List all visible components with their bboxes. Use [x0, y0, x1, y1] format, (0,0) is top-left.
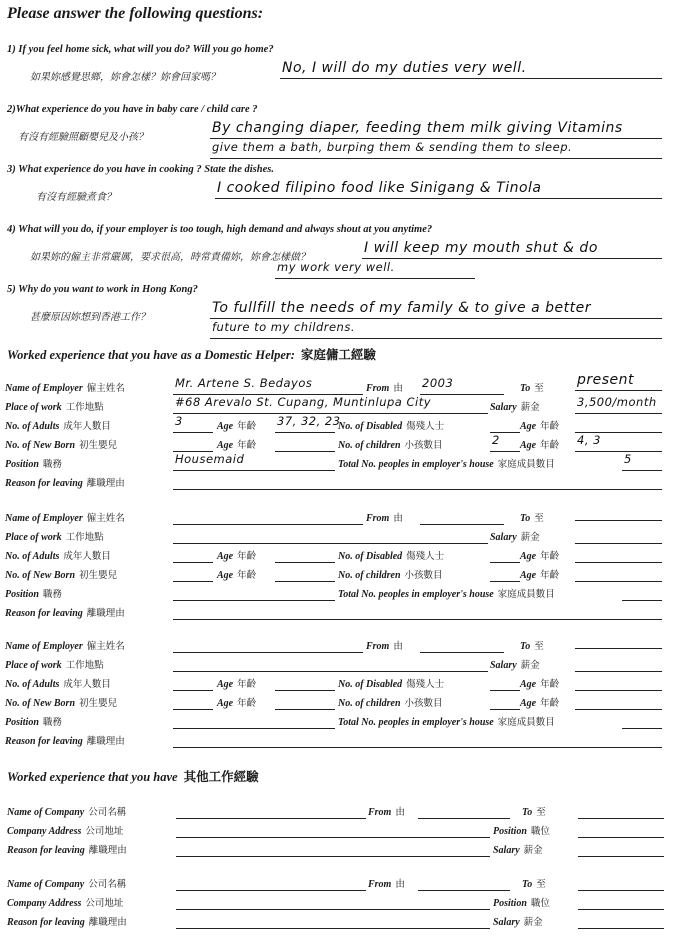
other2-company-label-en: Name of Company	[7, 879, 85, 890]
dh1-salary-label-en: Salary	[490, 402, 517, 413]
dh1-total-label-en: Total No. peoples in employer's house	[338, 459, 494, 470]
dh1-reason-label-zh: 離職理由	[86, 479, 125, 489]
dh3-newborn-age-label-en: Age	[217, 698, 234, 709]
answer-2-line2-line	[210, 158, 662, 159]
dh1-adults-age-label	[217, 418, 256, 432]
answer-2-line1-line	[210, 138, 662, 139]
other1-company-line	[176, 818, 366, 819]
dh2-total-label-en: Total No. peoples in employer's house	[338, 589, 494, 600]
dh2-reason-label	[5, 605, 125, 619]
dh1-place-label-zh: 工作地點	[65, 403, 104, 413]
dh1-children-field[interactable]: 2	[492, 433, 500, 447]
dh2-from-label-zh: 由	[393, 514, 403, 524]
dh3-adults-age-label-zh: 年齡	[237, 680, 257, 690]
other2-company-label-zh: 公司名稱	[88, 880, 127, 890]
dh3-salary-field-line	[575, 671, 662, 672]
dh3-newborn-label-zh: 初生嬰兒	[79, 699, 118, 709]
dh2-to-label	[520, 510, 544, 524]
dh3-disabled-label-zh: 傷殘人士	[406, 680, 445, 690]
dh3-adults-age-label-en: Age	[217, 679, 234, 690]
dh2-reason-field-line	[173, 619, 662, 620]
dh2-employer-label-en: Name of Employer	[5, 513, 83, 524]
dh3-children-label-en: No. of children	[338, 698, 401, 709]
dh3-disabled-age-label-zh: 年齡	[540, 680, 560, 690]
dh3-employer-field-line	[173, 652, 363, 653]
dh1-newborn-age-label	[217, 437, 256, 451]
answer-4-line2[interactable]: my work very well.	[277, 260, 395, 274]
dh3-salary-label-zh: 薪金	[520, 661, 540, 671]
other2-position-label-en: Position	[493, 898, 527, 909]
other1-reason-label-en: Reason for leaving	[7, 845, 85, 856]
dh1-total-field[interactable]: 5	[624, 452, 632, 466]
dh2-total-label	[338, 586, 555, 600]
other1-salary-label-zh: 薪金	[523, 846, 543, 856]
dh1-from-label	[366, 380, 403, 394]
dh3-to-label	[520, 638, 544, 652]
other-section-title-zh: 其他工作經驗	[183, 770, 259, 784]
dh1-employer-label-en: Name of Employer	[5, 383, 83, 394]
dh2-newborn-label-zh: 初生嬰兒	[79, 571, 118, 581]
dh2-total-label-zh: 家庭成員數目	[497, 590, 555, 600]
dh1-disabled-age-label-zh: 年齡	[540, 422, 560, 432]
other2-address-label-zh: 公司地址	[85, 899, 124, 909]
dh2-reason-label-en: Reason for leaving	[5, 608, 83, 619]
other2-reason-line	[176, 928, 490, 929]
answer-2-line2[interactable]: give them a bath, burping them & sending them to sleep.	[212, 140, 573, 154]
other1-address-label-en: Company Address	[7, 826, 82, 837]
dh2-employer-label	[5, 510, 125, 524]
other1-position-label-zh: 職位	[530, 827, 550, 837]
dh3-reason-field-line	[173, 747, 662, 748]
other2-salary-line	[578, 928, 664, 929]
dh-section-title-zh: 家庭傭工經驗	[300, 348, 376, 362]
dh1-to-label-zh: 至	[534, 384, 544, 394]
dh1-disabled-age-label-en: Age	[520, 421, 537, 432]
dh2-from-field-line	[420, 524, 504, 525]
dh2-adults-label-zh: 成年人數目	[63, 552, 111, 562]
dh3-reason-label	[5, 733, 125, 747]
dh1-to-label-en: To	[520, 383, 531, 394]
dh2-disabled-age-field-line	[575, 562, 662, 563]
dh2-disabled-age-label-en: Age	[520, 551, 537, 562]
dh1-adults-age-field[interactable]: 37, 32, 23	[277, 414, 341, 428]
question-4: 4) What will you do, if your employer is too tough, high demand and always shout at you anytime?	[7, 224, 433, 235]
dh1-salary-field[interactable]: 3,500/month	[577, 395, 657, 409]
dh1-children-age-label-zh: 年齡	[540, 441, 560, 451]
dh2-disabled-label-zh: 傷殘人士	[406, 552, 445, 562]
dh2-to-field-line	[575, 520, 662, 521]
dh2-place-label-en: Place of work	[5, 532, 62, 543]
dh1-position-label	[5, 456, 62, 470]
question-3-zh: 有沒有經驗煮食？	[36, 192, 116, 203]
dh1-disabled-label-en: No. of Disabled	[338, 421, 403, 432]
dh1-position-label-zh: 職務	[42, 460, 62, 470]
dh2-newborn-age-label	[217, 567, 256, 581]
dh2-adults-age-label-en: Age	[217, 551, 234, 562]
dh2-children-label	[338, 567, 443, 581]
other1-salary-label	[493, 842, 543, 856]
other2-address-line	[176, 909, 490, 910]
dh1-disabled-label	[338, 418, 444, 432]
dh1-adults-label-zh: 成年人數目	[63, 422, 111, 432]
answer-5-line2[interactable]: future to my childrens.	[212, 320, 355, 334]
dh3-disabled-field-line	[490, 690, 520, 691]
other1-from-line	[418, 818, 510, 819]
dh1-children-field-line	[490, 451, 520, 452]
other2-company-label	[7, 876, 126, 890]
dh3-children-age-label-en: Age	[520, 698, 537, 709]
dh1-to-label	[520, 380, 544, 394]
dh1-place-label-en: Place of work	[5, 402, 62, 413]
dh2-newborn-field-line	[173, 581, 213, 582]
dh3-position-label-en: Position	[5, 717, 39, 728]
other2-to-label-zh: 至	[536, 880, 546, 890]
dh1-disabled-age-label	[520, 418, 559, 432]
dh2-children-label-en: No. of children	[338, 570, 401, 581]
other2-to-label-en: To	[522, 879, 533, 890]
dh2-newborn-label	[5, 567, 117, 581]
dh-section-title	[7, 345, 376, 363]
other1-to-label-zh: 至	[536, 808, 546, 818]
other2-to-line	[578, 890, 664, 891]
dh3-disabled-label	[338, 676, 444, 690]
dh1-adults-field[interactable]: 3	[175, 414, 183, 428]
dh1-reason-field-line	[173, 489, 662, 490]
dh2-adults-age-label-zh: 年齡	[237, 552, 257, 562]
dh3-reason-label-zh: 離職理由	[86, 737, 125, 747]
dh1-newborn-age-field-line	[275, 451, 335, 452]
dh1-place-field[interactable]: #68 Arevalo St. Cupang, Muntinlupa City	[175, 395, 432, 409]
dh1-to-field-line	[575, 390, 662, 391]
dh3-adults-age-label	[217, 676, 256, 690]
dh2-place-label	[5, 529, 104, 543]
other1-from-label-zh: 由	[395, 808, 405, 818]
answer-4-line1[interactable]: I will keep my mouth shut & do	[364, 240, 598, 256]
other2-company-line	[176, 890, 366, 891]
other1-address-line	[176, 837, 490, 838]
answer-1-line1[interactable]: No, I will do my duties very well.	[282, 60, 527, 76]
dh3-from-field-line	[420, 652, 504, 653]
dh2-salary-label	[490, 529, 540, 543]
dh2-from-label-en: From	[366, 513, 390, 524]
dh3-adults-age-field-line	[275, 690, 335, 691]
dh2-children-label-zh: 小孩數目	[404, 571, 443, 581]
answer-5-line1[interactable]: To fullfill the needs of my family & to give a better	[212, 300, 591, 316]
dh2-adults-label	[5, 548, 111, 562]
other2-salary-label-en: Salary	[493, 917, 520, 928]
dh3-newborn-age-label-zh: 年齡	[237, 699, 257, 709]
dh3-disabled-label-en: No. of Disabled	[338, 679, 403, 690]
dh2-disabled-label	[338, 548, 444, 562]
dh1-to-field[interactable]: present	[577, 372, 635, 388]
dh2-newborn-age-label-en: Age	[217, 570, 234, 581]
dh3-total-field-line	[622, 728, 662, 729]
dh3-newborn-label-en: No. of New Born	[5, 698, 76, 709]
dh2-newborn-label-en: No. of New Born	[5, 570, 76, 581]
dh3-children-age-label-zh: 年齡	[540, 699, 560, 709]
answer-3-line1-line	[215, 198, 662, 199]
dh3-employer-label-en: Name of Employer	[5, 641, 83, 652]
dh1-adults-label	[5, 418, 111, 432]
dh3-newborn-age-field-line	[275, 709, 335, 710]
dh1-from-label-zh: 由	[393, 384, 403, 394]
dh3-total-label-en: Total No. peoples in employer's house	[338, 717, 494, 728]
dh2-place-field-line	[173, 543, 488, 544]
question-5-zh: 甚麼原因妳想到香港工作？	[30, 312, 150, 323]
dh2-disabled-age-label-zh: 年齡	[540, 552, 560, 562]
dh1-salary-field-line	[575, 413, 662, 414]
dh1-newborn-age-label-en: Age	[217, 440, 234, 451]
dh3-children-label-zh: 小孩數目	[404, 699, 443, 709]
dh1-total-field-line	[622, 470, 662, 471]
answer-4-line2-line	[275, 278, 475, 279]
dh1-employer-field[interactable]: Mr. Artene S. Bedayos	[175, 376, 313, 390]
dh3-place-label-en: Place of work	[5, 660, 62, 671]
dh1-adults-age-label-en: Age	[217, 421, 234, 432]
question-2: 2)What experience do you have in baby care / child care ?	[7, 104, 258, 115]
dh2-place-label-zh: 工作地點	[65, 533, 104, 543]
other1-to-label-en: To	[522, 807, 533, 818]
dh1-children-label-en: No. of children	[338, 440, 401, 451]
dh3-position-field-line	[173, 728, 335, 729]
other1-reason-label	[7, 842, 127, 856]
dh1-total-label-zh: 家庭成員數目	[497, 460, 555, 470]
dh1-newborn-age-label-zh: 年齡	[237, 441, 257, 451]
other2-position-label-zh: 職位	[530, 899, 550, 909]
dh3-reason-label-en: Reason for leaving	[5, 736, 83, 747]
answer-4-line1-line	[362, 258, 662, 259]
dh3-children-age-field-line	[575, 709, 662, 710]
dh2-reason-label-zh: 離職理由	[86, 609, 125, 619]
question-1: 1) If you feel home sick, what will you do? Will you go home?	[7, 44, 274, 55]
other2-from-label-en: From	[368, 879, 392, 890]
other2-reason-label-zh: 離職理由	[88, 918, 127, 928]
dh2-from-label	[366, 510, 403, 524]
dh2-to-label-zh: 至	[534, 514, 544, 524]
other2-reason-label-en: Reason for leaving	[7, 917, 85, 928]
dh3-total-label	[338, 714, 555, 728]
dh3-adults-label-zh: 成年人數目	[63, 680, 111, 690]
other-section-title-en: Worked experience that you have	[7, 770, 178, 784]
dh1-total-label	[338, 456, 555, 470]
page-title: Please answer the following questions:	[7, 5, 264, 22]
other1-reason-label-zh: 離職理由	[88, 846, 127, 856]
dh2-position-field-line	[173, 600, 335, 601]
dh3-from-label-zh: 由	[393, 642, 403, 652]
other1-company-label	[7, 804, 126, 818]
dh3-employer-label-zh: 僱主姓名	[86, 642, 125, 652]
question-3: 3) What experience do you have in cooking ? State the dishes.	[7, 164, 274, 175]
dh2-disabled-label-en: No. of Disabled	[338, 551, 403, 562]
other2-position-line	[578, 909, 664, 910]
dh1-newborn-label-en: No. of New Born	[5, 440, 76, 451]
dh2-salary-field-line	[575, 543, 662, 544]
dh1-children-age-label	[520, 437, 559, 451]
dh3-disabled-age-field-line	[575, 690, 662, 691]
other-section-title	[7, 767, 259, 785]
dh1-employer-label-zh: 僱主姓名	[86, 384, 125, 394]
dh1-children-age-field[interactable]: 4, 3	[577, 433, 601, 447]
other1-reason-line	[176, 856, 490, 857]
dh1-newborn-label-zh: 初生嬰兒	[79, 441, 118, 451]
dh2-children-age-label-zh: 年齡	[540, 571, 560, 581]
dh3-newborn-label	[5, 695, 117, 709]
answer-2-line1[interactable]: By changing diaper, feeding them milk giving Vitamins	[212, 120, 623, 136]
dh1-reason-label-en: Reason for leaving	[5, 478, 83, 489]
other2-reason-label	[7, 914, 127, 928]
other2-from-label	[368, 876, 405, 890]
dh1-from-label-en: From	[366, 383, 390, 394]
dh3-to-label-en: To	[520, 641, 531, 652]
dh1-from-field[interactable]: 2003	[422, 376, 454, 390]
dh3-disabled-age-label-en: Age	[520, 679, 537, 690]
dh3-adults-label	[5, 676, 111, 690]
other1-salary-line	[578, 856, 664, 857]
dh2-position-label-en: Position	[5, 589, 39, 600]
dh3-adults-field-line	[173, 690, 213, 691]
dh2-salary-label-zh: 薪金	[520, 533, 540, 543]
dh2-adults-age-field-line	[275, 562, 335, 563]
other2-from-line	[418, 890, 510, 891]
dh1-salary-label-zh: 薪金	[520, 403, 540, 413]
dh1-employer-label	[5, 380, 125, 394]
dh3-newborn-age-label	[217, 695, 256, 709]
dh-section-title-en: Worked experience that you have as a Domestic Helper:	[7, 348, 295, 362]
dh1-disabled-label-zh: 傷殘人士	[406, 422, 445, 432]
other2-salary-label	[493, 914, 543, 928]
other1-salary-label-en: Salary	[493, 845, 520, 856]
dh2-newborn-age-field-line	[275, 581, 335, 582]
dh2-children-age-label	[520, 567, 559, 581]
dh3-salary-label	[490, 657, 540, 671]
dh1-adults-field-line	[173, 432, 213, 433]
dh3-employer-label	[5, 638, 125, 652]
other2-salary-label-zh: 薪金	[523, 918, 543, 928]
dh2-children-age-label-en: Age	[520, 570, 537, 581]
dh1-adults-label-en: No. of Adults	[5, 421, 60, 432]
answer-1-line1-line	[280, 78, 662, 79]
dh2-position-label	[5, 586, 62, 600]
dh2-adults-label-en: No. of Adults	[5, 551, 60, 562]
dh1-reason-label	[5, 475, 125, 489]
answer-3-line1[interactable]: I cooked filipino food like Sinigang & Tinola	[217, 180, 542, 196]
dh2-position-label-zh: 職務	[42, 590, 62, 600]
other2-to-label	[522, 876, 546, 890]
dh3-adults-label-en: No. of Adults	[5, 679, 60, 690]
other1-to-line	[578, 818, 664, 819]
other2-from-label-zh: 由	[395, 880, 405, 890]
dh2-salary-label-en: Salary	[490, 532, 517, 543]
dh2-disabled-age-label	[520, 548, 559, 562]
dh1-children-label	[338, 437, 443, 451]
dh2-adults-field-line	[173, 562, 213, 563]
dh1-position-field-line	[173, 470, 335, 471]
dh3-position-label	[5, 714, 62, 728]
other1-to-label	[522, 804, 546, 818]
dh1-from-field-line	[420, 394, 504, 395]
dh2-disabled-field-line	[490, 562, 520, 563]
dh3-place-label	[5, 657, 104, 671]
dh2-children-field-line	[490, 581, 520, 582]
other2-address-label-en: Company Address	[7, 898, 82, 909]
dh2-adults-age-label	[217, 548, 256, 562]
dh1-position-field[interactable]: Housemaid	[175, 452, 245, 466]
dh2-employer-field-line	[173, 524, 363, 525]
dh1-salary-label	[490, 399, 540, 413]
dh3-total-label-zh: 家庭成員數目	[497, 718, 555, 728]
other2-position-label	[493, 895, 550, 909]
dh3-to-field-line	[575, 648, 662, 649]
dh1-children-age-field-line	[575, 451, 662, 452]
other1-company-label-en: Name of Company	[7, 807, 85, 818]
dh1-children-age-label-en: Age	[520, 440, 537, 451]
dh3-to-label-zh: 至	[534, 642, 544, 652]
other1-company-label-zh: 公司名稱	[88, 808, 127, 818]
other1-position-label	[493, 823, 550, 837]
other1-address-label-zh: 公司地址	[85, 827, 124, 837]
dh3-place-label-zh: 工作地點	[65, 661, 104, 671]
dh3-salary-label-en: Salary	[490, 660, 517, 671]
question-2-zh: 有沒有經驗照顧嬰兒及小孩？	[18, 132, 148, 143]
question-5: 5) Why do you want to work in Hong Kong?	[7, 284, 198, 295]
dh2-total-field-line	[622, 600, 662, 601]
dh3-newborn-field-line	[173, 709, 213, 710]
dh3-children-field-line	[490, 709, 520, 710]
dh3-children-label	[338, 695, 443, 709]
dh3-children-age-label	[520, 695, 559, 709]
other1-position-line	[578, 837, 664, 838]
dh1-position-label-en: Position	[5, 459, 39, 470]
dh3-from-label-en: From	[366, 641, 390, 652]
dh1-children-label-zh: 小孩數目	[404, 441, 443, 451]
dh1-newborn-label	[5, 437, 117, 451]
other1-from-label-en: From	[368, 807, 392, 818]
dh3-position-label-zh: 職務	[42, 718, 62, 728]
dh2-children-age-field-line	[575, 581, 662, 582]
question-1-zh: 如果妳感覺思鄉，妳會怎樣？妳會回家嗎？	[30, 72, 220, 83]
question-4-zh: 如果妳的僱主非常嚴厲，要求很高，時常責備妳，妳會怎樣做？	[30, 252, 310, 263]
dh1-place-label	[5, 399, 104, 413]
other2-address-label	[7, 895, 123, 909]
answer-5-line2-line	[210, 338, 662, 339]
dh2-to-label-en: To	[520, 513, 531, 524]
dh3-from-label	[366, 638, 403, 652]
other1-from-label	[368, 804, 405, 818]
dh1-adults-age-field-line	[275, 432, 335, 433]
dh1-adults-age-label-zh: 年齡	[237, 422, 257, 432]
dh2-employer-label-zh: 僱主姓名	[86, 514, 125, 524]
other1-position-label-en: Position	[493, 826, 527, 837]
dh2-newborn-age-label-zh: 年齡	[237, 571, 257, 581]
answer-5-line1-line	[210, 318, 662, 319]
other1-address-label	[7, 823, 123, 837]
dh3-place-field-line	[173, 671, 488, 672]
dh3-disabled-age-label	[520, 676, 559, 690]
